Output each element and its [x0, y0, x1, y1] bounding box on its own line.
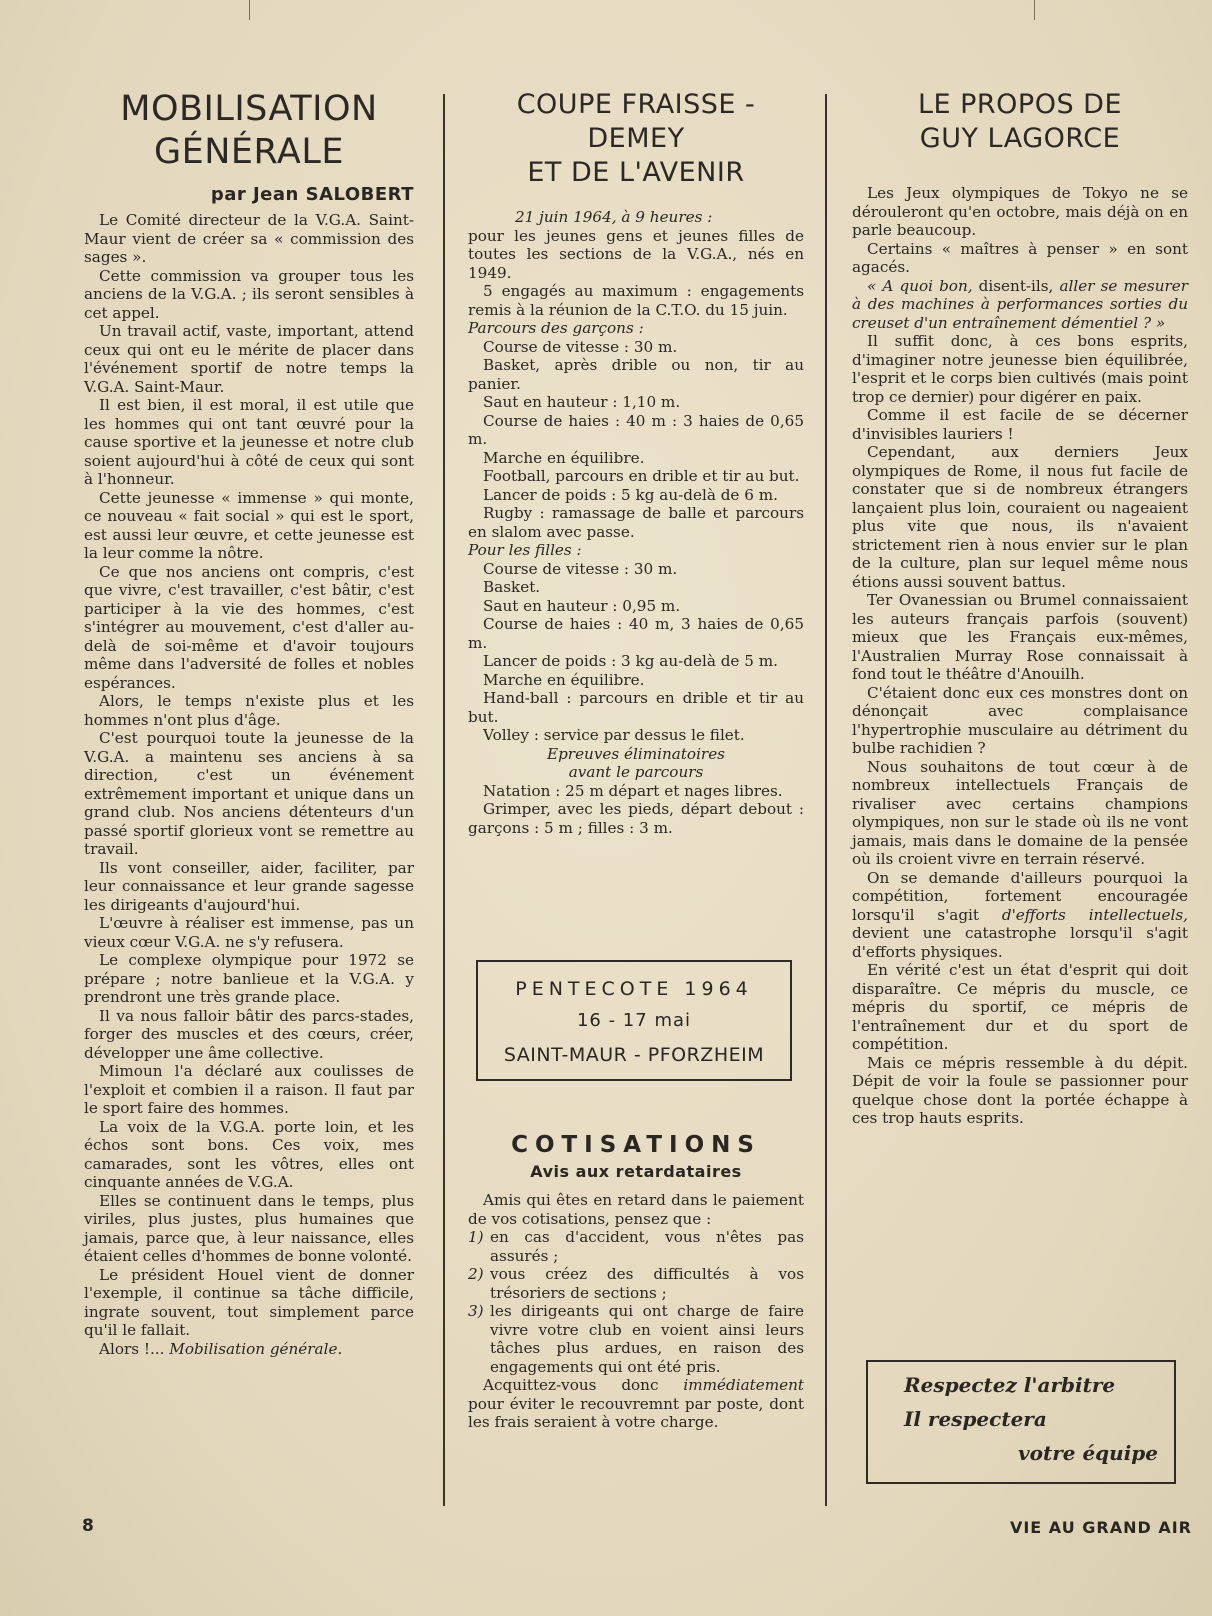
- item-text: en cas d'accident, vous n'êtes pas assurés ;: [490, 1228, 804, 1265]
- item-text: vous créez des difficultés à vos trésoriers de sections ;: [490, 1265, 804, 1302]
- paragraph: Le président Houel vient de donner l'exemple, il continue sa tâche difficile, ingrate souvent, tout simplement parce qu'il le fallait.: [84, 1265, 414, 1339]
- cotisations-title: COTISATIONS: [511, 1132, 761, 1158]
- list-item: Basket.: [483, 578, 541, 596]
- paragraph: Mais ce mépris ressemble à du dépit. Dépit de voir la foule se passionner pour quelque chose dont la portée échappe à ces trop hauts esprits.: [852, 1053, 1188, 1127]
- fold-mark: [249, 0, 250, 20]
- paragraph: pour les jeunes gens et jeunes filles de toutes les sections de la V.G.A., nés en 1949.: [468, 226, 804, 282]
- title-line: ET DE L'AVENIR: [527, 157, 745, 188]
- item-number: 2): [468, 1265, 484, 1283]
- list-item: Saut en hauteur : 1,10 m.: [483, 393, 681, 411]
- cotisations-notice: [468, 1130, 804, 1432]
- item-text: les dirigeants qui ont charge de faire vivre votre club en voient ainsi leurs tâches plus ardues, en raison des engagements qui ont été pris.: [490, 1302, 804, 1376]
- list-item: Grimper, avec les pieds, départ debout : garçons : 5 m ; filles : 3 m.: [468, 800, 804, 837]
- pentecote-box: [476, 960, 792, 1081]
- elimination-heading: Epreuves éliminatoires: [547, 744, 725, 763]
- list-item: Lancer de poids : 5 kg au-delà de 6 m.: [483, 485, 778, 504]
- item-number: 1): [468, 1228, 484, 1246]
- list-item: Volley : service par dessus le filet.: [483, 726, 745, 744]
- paragraph: [852, 277, 1188, 333]
- title-line: LE PROPOS DE: [917, 89, 1123, 120]
- title-line: COUPE FRAISSE - DEMEY: [516, 89, 756, 154]
- cotisations-subtitle: Avis aux retardataires: [530, 1162, 742, 1181]
- list-item: Course de vitesse : 30 m.: [483, 559, 678, 578]
- list-item: Marche en équilibre.: [483, 448, 645, 467]
- column-rule: [443, 94, 445, 1506]
- paragraph: Mimoun l'a déclaré aux coulisses de l'exploit et combien il a raison. Il faut par le sport faire des hommes.: [84, 1062, 414, 1117]
- emphasis: immédiatement: [683, 1376, 804, 1394]
- text: disent-ils,: [978, 276, 1054, 295]
- paragraph: C'est pourquoi toute la jeunesse de la V.G.A. a maintenu ses anciens à sa direction, c'est un événement extrêmement important et unique dans un grand club. Nos anciens détenteurs d'un passé sportif glorieux vont se remettre au travail.: [84, 729, 414, 858]
- paragraph: Ce que nos anciens ont compris, c'est que vivre, c'est travailler, c'est bâtir, c'est participer à la vie des hommes, c'est s'intégrer au mouvement, c'est d'aller au-delà de soi-même et d'avoir toujours même dans l'adversité de folles et nobles espérances.: [84, 562, 414, 692]
- closing-emphasis: Mobilisation générale.: [169, 1339, 343, 1358]
- paragraph: Elles se continuent dans le temps, plus viriles, plus justes, plus humaines que jamais, parce que, à leur naissance, elles étaient celles d'hommes de bonne volonté.: [84, 1191, 414, 1265]
- article-title: [852, 88, 1188, 156]
- fold-mark: [1034, 0, 1035, 20]
- paragraph: Les Jeux olympiques de Tokyo ne se dérouleront qu'en octobre, mais déjà on en parle beaucoup.: [852, 184, 1188, 239]
- article-mobilisation: [84, 88, 414, 1358]
- article-body: [84, 211, 414, 1358]
- list-item: Natation : 25 m départ et nages libres.: [483, 781, 783, 800]
- article-coupe: [468, 88, 804, 837]
- paragraph: Le Comité directeur de la V.G.A. Saint-Maur vient de créer sa « commission des sages ».: [84, 211, 414, 266]
- paragraph: Cette jeunesse « immense » qui monte, ce nouveau « fait social » qui est le sport, est aussi leur œuvre, et cette jeunesse est la leur comme la nôtre.: [84, 488, 414, 562]
- text: « A quoi bon,: [867, 276, 979, 295]
- arbitre-box: [866, 1360, 1176, 1484]
- paragraph: Ter Ovanessian ou Brumel connaissaient les auteurs français parfois (souvent) mieux que les Français eux-mêmes, l'Australien Murray Rose connaissait à fond tout le théâtre d'Anouilh.: [852, 591, 1188, 683]
- subheading-girls: Pour les filles :: [468, 541, 582, 559]
- closing-line: [84, 1340, 414, 1359]
- magazine-name: VIE AU GRAND AIR: [1009, 1518, 1192, 1537]
- paragraph: Un travail actif, vaste, important, attend ceux qui ont eu le mérite de placer dans l'événement sportif de notre temps la V.G.A. Saint-Maur.: [84, 322, 414, 396]
- arbitre-line: Il respectera: [904, 1407, 1047, 1431]
- emphasis: d'efforts intellectuels,: [1001, 905, 1188, 924]
- title-line: MOBILISATION: [120, 89, 378, 129]
- list-item: [468, 1265, 804, 1302]
- text: Acquittez-vous donc: [483, 1376, 684, 1394]
- item-number: 3): [468, 1302, 484, 1320]
- list-item: Saut en hauteur : 0,95 m.: [483, 596, 681, 615]
- paragraph: [852, 869, 1188, 962]
- article-title: [468, 88, 804, 190]
- page-number: 8: [82, 1516, 94, 1536]
- byline: par Jean SALOBERT: [210, 184, 414, 205]
- article-body: [852, 184, 1188, 1128]
- paragraph: L'œuvre à réaliser est immense, pas un vieux cœur V.G.A. ne s'y refusera.: [84, 914, 414, 951]
- title-line: GÉNÉRALE: [154, 132, 344, 172]
- list-item: Lancer de poids : 3 kg au-delà de 5 m.: [483, 652, 778, 670]
- arbitre-line: Respectez l'arbitre: [904, 1373, 1116, 1397]
- list-item: Marche en équilibre.: [483, 670, 645, 689]
- paragraph: C'étaient donc eux ces monstres dont on dénonçait avec complaisance l'hypertrophie musculaire au détriment du bulbe rachidien ?: [852, 683, 1188, 757]
- closing-text: Alors !...: [99, 1339, 170, 1358]
- paragraph: Nous souhaitons de tout cœur à de nombreux intellectuels Français de rivaliser avec certains champions olympiques, non sur le stade où ils ne vont jamais, mais dans le domaine de la pensée où ils croient vivre en terrain réservé.: [852, 757, 1188, 868]
- elimination-heading: avant le parcours: [568, 763, 704, 781]
- subheading-boys: Parcours des garçons :: [468, 319, 644, 337]
- paragraph: Cette commission va grouper tous les anciens de la V.G.A. ; ils seront sensibles à cet appel.: [84, 266, 414, 322]
- paragraph: Comme il est facile de se décerner d'invisibles lauriers !: [852, 406, 1188, 443]
- article-body: [468, 208, 804, 837]
- text: pour éviter le recouvremnt par poste, dont les frais seraient à votre charge.: [468, 1394, 804, 1431]
- paragraph: Il est bien, il est moral, il est utile que les hommes qui ont tant œuvré pour la cause sportive et la jeunesse et notre club soient aujourd'hui à côté de ceux qui sont à l'honneur.: [84, 396, 414, 488]
- pentecote-title: PENTECOTE 1964: [515, 978, 753, 1000]
- pentecote-event: SAINT-MAUR - PFORZHEIM: [503, 1044, 765, 1066]
- list-item: [468, 1302, 804, 1376]
- title-line: GUY LAGORCE: [919, 123, 1121, 154]
- paragraph: Il suffit donc, à ces bons esprits, d'imaginer notre jeunesse bien équilibrée, l'esprit et le corps bien cultivés (mais point trop ce dernier) pour digérer en paix.: [852, 332, 1188, 406]
- arbitre-line: votre équipe: [1018, 1441, 1158, 1465]
- article-propos: [852, 88, 1188, 1128]
- list-item: Course de haies : 40 m : 3 haies de 0,65 m.: [468, 411, 804, 448]
- paragraph: Certains « maîtres à penser » en sont agacés.: [852, 239, 1188, 276]
- paragraph: [468, 1376, 804, 1432]
- column-rule: [825, 94, 827, 1506]
- date-line: 21 juin 1964, à 9 heures :: [515, 208, 713, 226]
- list-item: Course de haies : 40 m, 3 haies de 0,65 m.: [468, 615, 804, 652]
- list-item: Basket, après drible ou non, tir au panier.: [468, 356, 804, 393]
- list-item: Rugby : ramassage de balle et parcours en slalom avec passe.: [468, 504, 804, 541]
- paragraph: 5 engagés au maximum : engagements remis à la réunion de la C.T.O. du 15 juin.: [468, 282, 804, 319]
- list-item: Hand-ball : parcours en drible et tir au but.: [468, 689, 804, 726]
- text: On se demande d'ailleurs pourquoi la compétition, fortement encouragée lorsqu'il s'agit: [852, 868, 1188, 924]
- paragraph: Le complexe olympique pour 1972 se prépare ; notre banlieue et la V.G.A. y prendront une très grande place.: [84, 951, 414, 1006]
- list-item: [468, 1228, 804, 1265]
- text: devient une catastrophe lorsqu'il s'agit d'efforts physiques.: [852, 924, 1188, 961]
- pentecote-dates: 16 - 17 mai: [576, 1010, 692, 1031]
- paragraph: La voix de la V.G.A. porte loin, et les échos sont bons. Ces voix, mes camarades, sont les vôtres, elles ont cinquante années de V.G.A.: [84, 1117, 414, 1191]
- list-item: Course de vitesse : 30 m.: [483, 337, 678, 356]
- paragraph: Alors, le temps n'existe plus et les hommes n'ont plus d'âge.: [84, 692, 414, 729]
- paragraph: Cependant, aux derniers Jeux olympiques de Rome, il nous fut facile de constater que si de nombreux étrangers lançaient plus loin, couraient ou nageaient plus vite que nous, ils n'avaient strictement rien à nous envier sur le plan de la culture, plan sur lequel même nous étions aussi souvent battus.: [852, 443, 1188, 591]
- list-item: Football, parcours en drible et tir au but.: [483, 467, 800, 485]
- paragraph: En vérité c'est un état d'esprit qui doit disparaître. Ce mépris du muscle, ce mépris du sportif, ce mépris de l'entraînement dur et du sport de compétition.: [852, 961, 1188, 1053]
- article-title: [84, 88, 414, 174]
- paragraph: Il va nous falloir bâtir des parcs-stades, forger des muscles et des cœurs, créer, développer une âme collective.: [84, 1006, 414, 1062]
- paragraph: Amis qui êtes en retard dans le paiement de vos cotisations, pensez que :: [468, 1191, 804, 1228]
- paragraph: Ils vont conseiller, aider, faciliter, par leur connaissance et leur grande sagesse les dirigeants d'aujourd'hui.: [84, 858, 414, 914]
- text: aller se mesurer à des machines à performances sorties du creuset d'un entraînement démentiel ? »: [852, 276, 1188, 332]
